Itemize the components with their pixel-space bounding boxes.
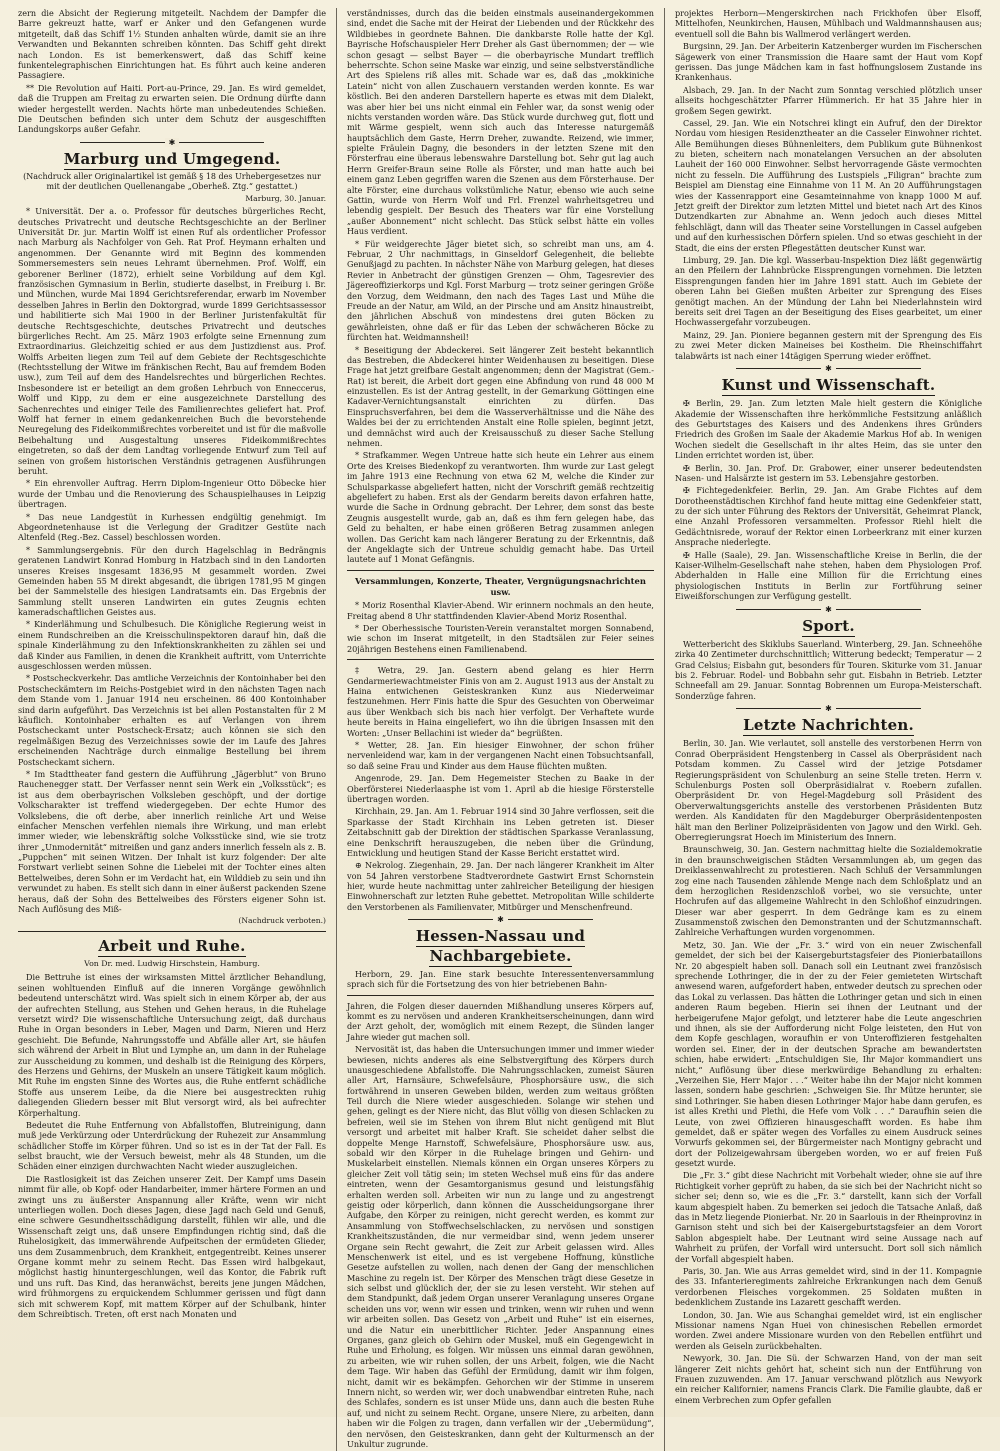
article-berlin-grabower: ✠ Berlin, 30. Jan. Prof. Dr. Grabower, einer unserer bedeutendsten Nasen- und Halsärzte ist gestern im 53. Lebensjahre gestorben. [675, 462, 982, 483]
section-divider: ✱ [675, 364, 982, 372]
section-heading-marburg: Marburg und Umgegend. [63, 149, 281, 168]
article-rastlosigkeit: Die Rastlosigkeit ist das Zeichen unserer Zeit. Der Kampf ums Dasein nimmt für alle, ob Kopf- oder Handarbeiter, immer härtere Formen an und zwingt uns zu äußerster Anspannung aller Kräfte, wenn wir nicht unterliegen wollen. Doch dieses Jagen, diese Jagd nach Geld und Genuß, eine schwere Gesundheitsschädigung darstellt, fühlen wir alle, und die Wissenschaft zeigt uns, daß unsere Empfindungen richtig sind, daß die Ruhelosigkeit, das immerwährende Aufpeitschen der ermüdeten Glieder, uns dem Zusammenbruch, dem Krankheit, entgegentreibt. Keines unserer Organe kommt mehr zu seinem Recht. Das Essen wird halbgekaut, möglichst hastig hinuntergeschlungen, weil das Kontor, die Fabrik ruft und uns ruft. Das Kind, das heranwächst, bereits jene jungen Mädchen, wird frühmorgens zu erquickendem Schlummer gerissen und fügt dann sich mit schwerem Kopf, mit mattem Körper auf der Schulbank, hinter dem Schreibtisch. Treten, oft erst nach Monaten und [18, 1173, 326, 1319]
article-postscheck: * Postscheckverkehr. Das amtliche Verzeichnis der Kontoinhaber bei den Postscheckämtern im Reichs-Postgebiet wird in den nächsten Tagen nach dem Stande vom 1. Januar 1914 neu erscheinen. 86 400 Kontoinhaber sind darin aufgeführt. Das Verzeichnis ist bei allen Postanstalten für 2 M käuflich. Kontoinhaber erhalten es auf Verlangen von ihrem Postscheckamt unter Postscheck-Ersatz; auch können sie sich den regelmäßigen Bezug des Verzeichnisses sowie der im Laufe des Jahres erscheinenden Nachträge durch einmalige Bestellung bei ihrem Postscheckamt sichern. [18, 673, 326, 767]
byline: Von Dr. med. Ludwig Hirschstein, Hamburg. [84, 959, 260, 969]
article-fichte: ✠ Fichtegedenkfeier. Berlin, 29. Jan. Am Grabe Fichtes auf dem Dorotheenstädtischen Kirchhof fand heute mittag eine Gedenkfeier statt, zu der sich unter Führung des Rektors der Universität, Geheimrat Planck, eine Anzahl Professoren versammelten. Professor Riehl hielt die Gedächtnisrede, worauf der Rektor einen Lorbeerkranz mit einer kurzen Ansprache niederlegte. [675, 485, 982, 548]
column-right [664, 8, 992, 1451]
article-letzte-metz: Metz, 30. Jan. Wie der „Fr. 3.“ wird von ein neuer Zwischenfall gemeldet, der sich bei der Kaisergeburtstagsfeier des Pionierbataillons Nr. 20 abgespielt haben soll. Danach soll ein Leutnant zwei französisch sprechende Lothringer, die in der zu der Feier gemieteten Wirtschaft anwesend waren, aufgefordert haben, entweder deutsch zu sprechen oder das Lokal zu verlassen. Das hätten die Lothringer getan und sich in einen anderen Raum begeben. Hierin sei ihnen der Leutnant und der herbeigerufene Major gefolgt, und letzterer habe die Leute angeschrien und ihnen, als sie der Aufforderung nicht Folge leisteten, den Hut von dem Kopfe geschlagen, woraufhin er von Unteroffizieren festgehalten worden sei. Einer, der in der deutschen Sprache am bewandertsten schien, habe erwidert: „Entschuldigen Sie, Ihr Major kommandiert uns nicht,“ Auflösung über diese merkwürdige Behandlung zu erhalten: „Verzeihen Sie, Herr Major . . .“ Weiter habe ihn der Major nicht kommen lassen, sondern habe geschrien: „Schweigen Sie. Ihr Mütze herunter, sie sind Lothringer. Sie haben diesen Lothringer Major habe dann gerufen, es ist alles Krethi und Plethi, die Hefe vom Volk . . .“ Daraufhin seien die Leute, von zwei Offizieren hinausgeschafft worden. Es habe ihm gemeldet, daß er später wegen des Vorfalles zu einem Ausdruck seines Vorwurfs gekommen sei, der Bürgermeister nach Montigny gebracht und dort der Polizeigewahrsam übergeben worden, wo er auf freien Fuß gesetzt wurde. [675, 939, 982, 1169]
section-heading-veranstaltungen: Versammlungen, Konzerte, Theater, Vergnügungsnachrichten usw. [355, 575, 646, 597]
article-continuation: projektes Herborn—Mengerskirchen nach Frickhofen über Elsoff, Mittelhofen, Neunkirchen, Hausen, Mühlbach und Waldmannshausen aus; eventuell soll die Bahn bis Wallmerod verlängert werden. [675, 8, 982, 39]
section-divider: ✱ [675, 704, 982, 712]
reprint-forbidden-note: (Nachdruck verboten.) [238, 916, 326, 926]
article-herborn: Herborn, 29. Jan. Eine stark besuchte Interessentenversammlung sprach sich für die Fortsetzung des von hier betriebenen Bahn- [347, 968, 654, 990]
article-kinderlaehmung: * Kinderlähmung und Schulbesuch. Die Königliche Regierung weist in einem Rundschreiben an die Kreisschulinspektoren darauf hin, daß die spinale Kinderlähmung zu den Infektionskrankheiten zu zählen sei und daß Kinder aus Familien, in denen die Krankheit auftritt, vom Unterrichte ausgeschlossen werden müssen. [18, 619, 326, 672]
article-kirchhain: Kirchhain, 29. Jan. Am 1. Februar 1914 sind 30 Jahre verflossen, seit die Sparkasse der Stadt Kirchhain ins Leben getreten ist. Dieser Zeitabschnitt gab der Direktion der städtischen Sparkasse Veranlassung, eine Denkschrift herauszugeben, die neben über die Gründung, Entwicklung und heutigen Stand der Kasse Bericht erstattet wird. [347, 806, 654, 858]
dateline-marburg: Marburg, 30. Januar. [245, 194, 326, 204]
article-landgestuet: * Das neue Landgestüt in Kurhessen endgültig genehmigt. Im Abgeordnetenhause ist die Verlegung der Graditzer Gestüte nach Altenfeld (Reg.-Bez. Cassel) beschlossen worden. [18, 511, 326, 543]
article-letzte-braunschweig: Braunschweig, 30. Jan. Gestern nachmittag hielte die Sozialdemokratie in den braunschweigischen Städten Versammlungen ab, um gegen das Dreiklassenwahlrecht zu protestieren. Nach Schluß der Versammlungen zog eine nach Tausenden zählende Menge nach dem Schloßplatz und an dem herzoglichen Residenzschloß vorbei, wo sie versuchte, unter Hochrufen auf das allgemeine Wahlrecht in den Schloßhof einzudringen. Dieser war aber gesperrt. In dem Gedränge kam es zu einem Zusammenstoß zwischen den Demonstranten und der Schutzmannschaft. Zahlreiche Verhaftungen wurden vorgenommen. [675, 844, 982, 938]
divider-line [347, 570, 654, 571]
article-letzte-berlin: Berlin, 30. Jan. Wie verlautet, soll anstelle des verstorbenen Herrn von Conrad Oberpräsident Hengstenberg in Cassel als Oberpräsident nach Potsdam kommen. Zu Cassel wird der jetzige Potsdamer Regierungspräsident von Schulenburg an seine Stelle treten. Herrn v. Schulenburgs Posten soll Oberpräsidialrat v. Roebern zufallen. Oberpräsident Dr. von Hegel-Magdeburg soll Präsident des Oberverwaltungsgerichts anstelle des verstorbenen Präsidenten Butz werden. Als Kandidaten für den Magdeburger Oberpräsidentenposten hält man den Berliner Polizeipräsidenten von Jagow und den Wirkl. Geh. Oberregierungsrat Hoech im Ministerium des Innern. [675, 738, 982, 842]
reprint-note: (Nachdruck aller Originalartikel ist gemäß § 18 des Urhebergesetzes nur mit der deutlichen Quellenangabe „Oberheß. Ztg.“ gestattet.) [23, 171, 321, 192]
article-universitaet: * Universität. Der a. o. Professor für deutsches bürgerliches Recht, deutsches Privatrecht und deutsche Rechtsgeschichte an der Berliner Universität Dr. jur. Martin Wolff ist einen Ruf als ordentlicher Professor nach Marburg als Nachfolger von Geh. Rat Prof. Heymann erhalten und angenommen. Der Genannte wird mit Beginn des kommenden Sommersemesters sein neues Lehramt übernehmen. Prof. Wolff, ein geborener Berliner (1872), erhielt seine Vorbildung auf dem Kgl. französischen Gymnasium in Berlin, studierte daselbst, in Freiburg i. Br. und München, wurde Mai 1894 Gerichtsreferendar, erwarb im November desselben Jahres in Berlin den Doktorgrad, wurde 1899 Gerichtsassessor und habilitierte sich Mai 1900 in der Berliner Juristenfakultät für deutsche Rechtsgeschichte, deutsches Privatrecht und deutsches bürgerliches Recht. Am 25. März 1903 erfolgte seine Ernennung zum Extraordinarius. Gleichzeitig schied er aus dem Justizdienst aus. Prof. Wolffs Arbeiten liegen zum Teil auf dem Gebiete der Rechtsgeschichte (Rechtsstellung der Witwe im fränkischen Recht, Bau auf fremdem Boden usw.), zum Teil auf dem des Handelsrechtes und bürgerlichen Rechtes. Insbesondere ist er beteiligt an dem großen Lehrbuch von Enneccerus, Wolff und Kipp, zu dem er eine ausgezeichnete Darstellung des Sachenrechtes und einiger Teile des Familienrechtes geliefert hat. Prof. Wolff hat ferner in einem gedankenreichen Buch die bevorstehende Neuregelung des Fideikommißrechtes vorbereitet und ist für die maßvolle Beibehaltung und Ausgestaltung unseres Fideikommißrechtes eingetreten, so daß der dem Landtag vorliegende Entwurf zum Teil auf seinen von großem historischen Verständnis getragenen Ausführungen beruht. [18, 206, 326, 476]
article-nekrolog: ⊕ Nekrolog. Ziegenhain, 29. Jan. Der nach längerer Krankheit im Alter von 54 Jahren verstorbene Stadtverordnete Gastwirt Ernst Schornstein hier, wurde heute nachmittag unter zahlreicher Beteiligung der hiesigen Einwohnerschaft zur letzten Ruhe gebettet. Metropolitan Wille schilderte den Verstorbenen als Familienvater, Mitbürger und Menschenfreund. [347, 860, 654, 912]
article-arbeit-continuation: Jahren, die Folgen dieser dauernden Mißhandlung unseres Körpers auf, kommt es zu nervösen und anderen Krankheitserscheinungen, dann wird der Arzt geholt, der, womöglich mit einem Rezept, die Sünden langer Jahre wieder gut machen soll. [347, 1000, 654, 1042]
article-letzte-london: London, 30. Jan. Wie aus Schanghai gemeldet wird, ist ein englischer Missionar namens Ngan Huei von chinesischen Rebellen ermordet worden. Zwei andere Missionare wurden von den Rebellen entführt und werden als Geiseln zurückbehalten. [675, 1309, 982, 1351]
article-letzte-metz-2: Die „Fr. 3.“ gibt diese Nachricht mit Vorbehalt wieder, ohne sie auf ihre Richtigkeit vorher geprüft zu haben, da sie sich bei der Nachricht nicht so sicher sei; denn so, wie es die „Fr. 3.“ darstellt, kann sich der Vorfall kaum abgespielt haben. Zu bemerken sei jedoch die Tatsache Anlaß, daß das in Metz liegende Pionierbat. Nr. 20 in Saarlouis in der Rheinprovinz in Garnison steht und sich bei der Kaisergeburtstagsfeier an dem Vorort Sablon abgespielt habe. Der Leutnant wird seine Aussage nach auf Wahrheit zu prüfen, der Vorfall wird untersucht. Dort soll sich nämlich der Vorfall abgespielt haben. [675, 1170, 982, 1264]
article-wetter: * Wetter, 28. Jan. Ein hiesiger Einwohner, der schon früher nervenleidend war, kam in der vergangenen Nacht einen Tobsuchtsanfall, so daß seine Frau und Kinder aus dem Hause flüchten mußten. [347, 739, 654, 771]
article-haiti: ** Die Revolution auf Haiti. Port-au-Prince, 29. Jan. Es wird gemeldet, daß die Truppen am Freitag zu erwarten seien. Die Ordnung dürfte dann wieder hergestellt werden. Nachts hörte man unbedeutendes Schießen. Die Deutschen befinden sich unter dem Schutz der ausgeschifften Landungskorps außer Gefahr. [18, 82, 326, 135]
article-halle: ✠ Halle (Saale), 29. Jan. Wissenschaftliche Kreise in Berlin, die der Kaiser-Wilhelm-Gesellschaft nahe stehen, haben dem Physiologen Prof. Abderhalden in Halle eine Million für die Errichtung eines physiologischen Instituts in Berlin zur Fortführung seiner Eiweißforschungen zur Verfügung gestellt. [675, 549, 982, 602]
article-wetra: ‡ Wetra, 29. Jan. Gestern abend gelang es hier Herrn Gendarmeriewachtmeister Finis von am 2. August 1913 aus der Anstalt zu Haina entwichenen Geisteskranken Kunz aus Niederweimar festzunehmen. Herr Finis hatte die Spur des Gesuchten von Oberweimar aus über Wenkbach sich bis nach hier verfolgt. Der Verhaftete wurde heute bereits in Haina eingeliefert, wo ihn die übrigen Insassen mit den Worten: „Unser Bellachini ist wieder da“ begrüßten. [347, 665, 654, 738]
columns [8, 8, 992, 1449]
section-heading-letzte: Letzte Nachrichten. [743, 716, 914, 735]
section-divider: ✱ [18, 138, 326, 146]
article-sammlungsergebnis: * Sammlungsergebnis. Für den durch Hagelschlag in Bedrängnis geratenen Landwirt Konrad Homburg in Hatzbach sind in den Landorten unseres Kreises insgesamt 1836,95 M gesammelt worden. Zwei Gemeinden haben 55 M direkt abgesandt, die übrigen 1781,95 M gingen bei der Sammelstelle des hiesigen Landratsamts ein. Das Ergebnis der Sammlung stellt unseren Landwirten ein gutes Zeugnis echten kameradschaftlichen Geistes aus. [18, 544, 326, 618]
column-left [8, 8, 336, 1451]
article-continuation: zern die Absicht der Regierung mitgeteilt. Nachdem der Dampfer die Barre gekreuzt hatte, warf er Anker und den Gefangenen wurde mitgeteilt, daß das Schiff 1½ Stunden anhalten würde, damit sie an ihre Verwandten und Bekannten schreiben könnten. Das Schiff geht direkt nach London. Es ist bemerkenswert, daß das Schiff keine funkentelegraphischen Einrichtungen hat. Es führt auch keine anderen Passagiere. [18, 8, 326, 81]
article-touristen: * Der Oberhessische Touristen-Verein veranstaltet morgen Sonnabend, wie schon im Inserat mitgeteilt, in den Stadtsälen zur Feier seines 20jährigen Bestehens einen Familienabend. [347, 623, 654, 654]
article-bedeutet: Bedeutet die Ruhe Entfernung von Abfallstoffen, Blutreinigung, dann muß jede Verkürzung oder Unterdrückung der Ruhezeit zur Ansammlung schädlicher Stoffe im Körper führen. Und so ist es in der Tat der Fall. Es selbst braucht, wie der Versuch beweist, mehr als 48 Stunden, um die Schäden einer einzigen durchwachten Nacht wieder auszugleichen. [18, 1119, 326, 1172]
article-nervositaet: Nervosität ist, das haben die Untersuchungen immer und immer wieder bewiesen, nichts anderes als eine Selbstvergiftung des Körpers durch unausgeschiedene Abfallstoffe. Die Nahrungsschlacken, zumeist Säuren aller Art, Harnsäure, Schwefelsäure, Phosphorsäure usw., die sich fortwährend in unseren Geweben bilden, werden zum weitaus größten Teil durch die Niere wieder ausgeschieden. Solange wir stehen und gehen, gelingt es der Niere nicht, das Blut völlig von diesen Schlacken zu befreien, weil sie im Stehen von ihrem Blut nicht genügend mit Blut versorgt und arbeitet mit halber Kraft. Sie scheidet daher selbst die doppelte Menge Harnstoff, Schwefelsäure, Phosphorsäure usw. aus, sobald wir den Körper in die Ruhelage bringen und Gehirn- und Muskelarbeit einstellen. Niemals können ein Organ unseres Körpers zu gleicher Zeit voll tätig sein; im steten Wechsel muß eins für das andere eintreten, wenn der Gesamtorganismus gesund und leistungsfähig erhalten werden soll. Arbeiten wir nun zu lange und zu angestrengt geistig oder körperlich, dann können die Ausscheidungsorgane ihrer Aufgabe, den Körper zu reinigen, nicht gerecht werden, es kommt zur Ansammlung von Stoffwechselschlacken, zu nervösen und sonstigen Krankheitszuständen, die nur vermeidbar sind, wenn jedem unserer Organe sein Recht gewahrt, die Zeit zur Arbeit gelassen wird. Alles Menschenwerk ist eitel, und es ist vergebene Hoffnung, künstliche Gesetze aufstellen zu wollen, nach denen der Gang der menschlichen Maschine zu regeln ist. Der Körper des Menschen trägt diese Gesetze in sich selbst und glücklich der, der sie zu lesen versteht. Wir stehen auf dem Standpunkt, daß jedem Organ unserer Veranlagung unseres Organe scheiden uns vor, wenn wir essen und trinken, wenn wir ruhen und wenn wir arbeiten sollen. Das Gesetz von „Arbeit und Ruhe“ ist ein eisernes, und die Natur ein unerbittlicher Richter. Jeder Anspannung eines Organes, ganz gleich ob Gehirn oder Muskel, muß ein Gegengewicht in Ruhe und Erholung, es folgen. Wir müssen uns einmal daran gewöhnen, zu arbeiten, wie wir ruhen sollen, der uns Arbeit, folgen, wie die Nacht dem Tage. Wir haben das Gefühl der Ermüdung, damit wir ihm folgen, nicht, damit wir es bekämpfen. Gehorchen wir der Stimme in unserem Innern nicht, so werden wir, wer doch unabwendbar eintreten Ruhe, nach des Schlafes, sondern es ist unser Müde uns, dann auch die besten Ruhe auf, und nicht zu seinem Recht. Organe, unsere Niere, zu arbeiten, dann haben wir die Folgen zu tragen, dann verfallen wir der „Uebermüdung“, den nervösen, den Geisteskranken, dann geht der Kulturmensch an der Unkultur zugrunde. [347, 1044, 654, 1449]
article-angenrode: Angenrode, 29. Jan. Dem Hegemeister Stechen zu Baake in der Oberförsterei Niederlaasphe ist vom 1. April ab die hiesige Försterstelle übertragen worden. [347, 773, 654, 804]
article-bettruhe: Die Bettruhe ist eines der wirksamsten Mittel ärztlicher Behandlung, seinen wohltuenden Einfluß auf die inneren Vorgänge gewöhnlich bedeutend unterschätzt wird. Was spielt sich in einem Körper ab, der aus der aufrechten Stellung, aus Stehen und Gehen heraus, in die Ruhelage versetzt wird? Die wissenschaftliche Untersuchung zeigt, daß durchaus Ruhe in Organ besonders in Leber, Magen und Darm, Nieren und Herz geschieht. Die Befunde, Nahrungsstoffe und Abfälle aller Art, sie häufen sich während der Arbeit in Blut und Lymphe an, um dann in der Ruhelage zur Ausscheidung zu kommen, und deshalb ist die Reinigung des Körpers, des Herzens und Gehirns, der Muskeln an unsere Tätigkeit kaum möglich. Mit Ruhe im engsten Sinne des Wortes aus, die Ruhe entfernt schädliche Stoffe aus unserem Leibe, da die Niere bei ausgestreckten ruhig daliegenden Gliedern besser mit Blut versorgt wird, als bei aufrechter Körperhaltung. [18, 972, 326, 1118]
article-burgsinn: Burgsinn, 29. Jan. Der Arbeiterin Katzenberger wurden im Fischerschen Sägewerk von einer Transmission die Haare samt der Haut vom Kopf gerissen. Das junge Mädchen kam in fast hoffnungslosem Zustande ins Krankenhaus. [675, 41, 982, 83]
article-stadttheater: * Im Stadttheater fand gestern die Aufführung „Jägerblut“ von Bruno Rauchenegger statt. Der Verfasser nennt sein Werk ein „Volksstück“; es ist aus dem oberbayrischen Volksleben geschöpft, und der dortige Volkscharakter ist treffend wiedergegeben. Der echte Humor des Volkslebens, die oft derbe, aber innerlich reinliche Art und Weise einfacher Menschen verfehlen niemals ihre Wirkung, und man erlebt immer wieder, wie lebenskräftig solche Volksstücke sind, wie sie trotz ihrer „Unmodernität“ mitreißen und ganz anders innerlich fesseln als z. B. „Puppchen“ mit seinen Witzen. Der Inhalt ist kurz folgender: Der alte Forstwart verliebt seinen Sohne die Liebelei mit der Tochter eines alten Bettelweibes, deren Sohn er im Verdacht hat, ein Wilddieb zu sein und ihn verwundet zu haben. Es stellt sich dann in einer äußerst packenden Szene heraus, daß der Sohn des Bettelweibes des Försters eigener Sohn ist. Nach Auflösung des Miß- [18, 768, 326, 915]
section-heading-arbeit: Arbeit und Ruhe. [98, 937, 246, 956]
section-heading-kunst: Kunst und Wissenschaft. [721, 375, 936, 394]
article-cassel: Cassel, 29. Jan. Wie ein Notschrei klingt ein Aufruf, den der Direktor Nordau vom hiesigen Residenztheater an die Casseler Einwohner richtet. Alle Bemühungen dieses Bühnenleiters, dem Publikum gute Bühnenkost zu bieten, scheitern nach monatelangen Versuchen an der absoluten Lauheit der 160 000 Einwohner. Selbst hervorragende Gäste vermochten nicht zu fesseln. Die Aufführung des Lustspiels „Filigran“ brachte zum Beispiel am Dienstag eine Einnahme von 11 M. An 20 Aufführungstagen wies der Kassenrapport eine Gesamteinnahme von knapp 1000 M auf. Jetzt greift der Direktor zum letzten Mittel und bietet nach Art des Kinos Dutzendkarten zur Abnahme an. Wenn jedoch auch dieses Mittel fehlschlägt, dann will das Theater seine Vorstellungen in Cassel aufgeben und auf den kurhessischen Dörfern spielen. Und so etwas geschieht in der Stadt, die eins der ersten Pflegestätten deutscher Kunst war. [675, 117, 982, 253]
article-berlin-akademie: ✠ Berlin, 29. Jan. Zum letzten Male hielt gestern die Königliche Akademie der Wissenschaften ihre herkömmliche Festsitzung anläßlich des Geburtstages des Kaisers und des Andenkens ihres Gründers Friedrich des Großen im Saale der Akademie Markus Hof ab. In wenigen Wochen siedelt die Gesellschaft in ihr altes Heim, das sie unter den Linden errichtet worden ist, über. [675, 398, 982, 461]
article-continuation: verständnisses, durch das die beiden einstmals auseinandergekommen sind, endet die Sache mit der Heirat der Liebenden und der Rückkehr des Wildbiebes in geordnete Bahnen. Die dankbarste Rolle hatte der Kgl. Bayrische Hofschauspieler Herr Dreher als Gast übernommen; der — wie schon gesagt — selbst Bayer — die oberbayrische Mundart trefflich beherrschte. Schon seine Maske war einzig, und seine selbstverständliche Art des Spielens riß alles mit. Schade war es, daß das „mokkiniche Latein“ nicht von allen Zuschauern verstanden werden konnte. Es war köstlich. Bei den anderen Darstellern haperte es etwas mit dem Dialekt, was aber hier bei uns nicht einmal ein Fehler war, da sonst wenig oder nichts verstanden worden wäre. Das Stück wurde durchweg gut, flott und mit Wärme gespielt, wenn sich auch das Interesse naturgemäß hauptsächlich dem Gaste, Herrn Dreher, zuwandte. Reizend, wie immer, spielte Fräulein Dagny, die besonders in der letzten Szene mit den Försterfrau eine überaus lebenswahre Darstellung bot. Sehr gut lag auch Herrn Greifer-Braun seine Rolle als Förster, und man hatte auch bei einem ganz Leben gegriffen waren die Szenen aus dem Försterhause. Der alte Förster, eine durchaus volkstümliche Natur, ebenso wie auch seine Gattin, wurde von Herrn Wolf und Frl. Frenzel wahrheitsgetreu und lebendig gespielt. Der Besuch des Theaters war für eine Vorstellung „außer Abonnement“ nicht schlecht. Das Stück selbst hätte ein volles Haus verdient. [347, 8, 654, 237]
article-alsbach: Alsbach, 29. Jan. In der Nacht zum Sonntag verschied plötzlich unser allseits hochgeschätzter Pfarrer Hümmerich. Er hat 35 Jahre hier in großem Segen gewirkt. [675, 84, 982, 116]
article-jaeger: * Für weidgerechte Jäger bietet sich, so schreibt man uns, am 4. Februar, 2 Uhr nachmittags, in Ginseldorf Gelegenheit, die beliebte Genußjagd zu pachten. In nächster Nähe von Marburg gelegen, hat dieses Revier in Anbetracht der günstigen Grenzen — Ohm, Tagesrevier des Jägereoffizierkorps und Kgl. Forst Marburg — trotz seiner geringen Größe den Vorzug, dem Weidmann, den nach des Tages Last und Mühe die Freude an der Natur, am Wild, an der Pirsche und am Ansitz hinaustreibt, den jährlichen Abschuß von mindestens drei guten Böcken zu gewährleisten, ohne daß er für das Leben der schwächeren Böcke zu fürchten hat. Weidmannsheil! [347, 238, 654, 343]
article-sport-wetter: Wetterbericht des Skiklubs Sauerland. Winterberg, 29. Jan. Schneehöhe zirka 40 Zentimeter durchschnittlich; Witterung bedeckt; Temperatur — 2 Grad Celsius; Eisbahn gut, besonders für Touren. Skiturke vom 31. Januar bis 2. Februar. Rodel- und Bobbahn sehr gut. Eisbahn in Betrieb. Letzter Schneefall am 29. Januar. Sonntag Bobrennen um Europa-Meisterschaft. Sonderzüge fahren. [675, 638, 982, 701]
divider-line [347, 995, 654, 996]
article-letzte-newyork: Newyork, 30. Jan. Die Sü. der Schwarzen Hand, von der man seit längerer Zeit nichts gehört hat, scheint sich nun der Entführung von Frauen zuzuwenden. Am 17. Januar verschwand plötzlich aus Newyork ein reicher Kalifornier, namens Francis Clark. Die Familie glaubte, daß er einem Verbrechen zum Opfer gefallen [675, 1353, 982, 1405]
divider-line [347, 659, 654, 660]
article-strafkammer: * Strafkammer. Wegen Untreue hatte sich heute ein Lehrer aus einem Orte des Kreises Biedenkopf zu verantworten. Ihm wurde zur Last gelegt im Jahre 1913 eine Rechnung von etwa 62 M, welche die Kinder zur Schulsparkasse abgeliefert hatten, nicht der Vorschrift gemäß rechtzeitig abgeliefert zu haben. Erst als der Gendarm bereits davon erfahren hatte, wurde die Sache in Ordnung gebracht. Der Lehrer, dem sonst das beste Zeugnis ausgestellt wurde, gab an, daß es ihm fern gelegen habe, das Geld zu behalten, er habe einen größeren Betrag zusammen anlegen wollen. Das Gericht kam nach längerer Beratung zu der Erkenntnis, daß der Angeklagte sich der Untreue schuldig gemacht habe. Das Urteil lautete auf 1 Monat Gefängnis. [347, 450, 654, 565]
article-rosenthal: * Moriz Rosenthal Klavier-Abend. Wir erinnern nochmals an den heute, Freitag abend 8 Uhr stattfindenden Klavier-Abend Moriz Rosenthal. [347, 600, 654, 621]
column-middle [336, 8, 664, 1451]
section-heading-sport: Sport. [802, 616, 855, 635]
section-divider: ✱ [347, 915, 654, 923]
article-ehrenvoller-auftrag: * Ein ehrenvoller Auftrag. Herrn Diplom-Ingenieur Otto Döbecke hier wurde der Umbau und die Renovierung des Schauspielhauses in Leipzig übertragen. [18, 478, 326, 510]
article-mainz: Mainz, 29. Jan. Pioniere begannen gestern mit der Sprengung des Eis zu zwei Meter dicken Maineises bei Kostheim. Die Rheinschiffahrt talabwärts ist nach einer 14tägigen Sperrung wieder eröffnet. [675, 329, 982, 361]
article-limburg: Limburg, 29. Jan. Die kgl. Wasserbau-Inspektion Diez läßt gegenwärtig an den Pfeilern der Lahnbrücke Eissprengungen vornehmen. Die letzten Eissprengungen fanden hier im Jahre 1891 statt. Auch im Gebiete der oberen Lahn bei Gießen mußten Arbeiter zur Sprengung des Eises genötigt machen. An der Mündung der Lahn bei Niederlahnstein wird bereits seit drei Tagen an der Beseitigung des Eises gearbeitet, um einer Hochwassergefahr vorzubeugen. [675, 254, 982, 328]
section-divider: ✱ [675, 605, 982, 613]
section-heading-hessen-nassau: Hessen-Nassau und Nachbargebiete. [415, 927, 586, 965]
article-abdeckerei: * Beseitigung der Abdeckerei. Seit längerer Zeit besteht bekanntlich das Bestreben, die Abdeckerei hinter Weidenhausen zu beseitigen. Diese Frage hat jetzt greifbare Gestalt angenommen; denn der Magistrat (Gem.-Rat) ist bereit, die Arbeit dort gegen eine Abfindung von rund 48 000 M einzustellen. Es ist der Antrag gestellt, in der Gemarkung Göttingen eine Kadaver-Vernichtungsanstalt einrichten zu dürfen. Das Einspruchsverfahren, bei dem die Wasserverhältnisse und die Nähe des Waldes bei der zu errichtenden Anstalt eine Rolle spielen, beginnt jetzt, und demnächst wird auch der Kreisausschuß zu dieser Sache Stellung nehmen. [347, 344, 654, 449]
divider-line [18, 931, 326, 932]
article-letzte-paris: Paris, 30. Jan. Wie aus Arras gemeldet wird, sind in der 11. Kompagnie des 33. Infanterieregiments zahlreiche Erkrankungen nach dem Genuß verdorbenen Fleisches vorgekommen. 25 Soldaten mußten in bedenklichem Zustande ins Lazarett geschafft werden. [675, 1265, 982, 1308]
